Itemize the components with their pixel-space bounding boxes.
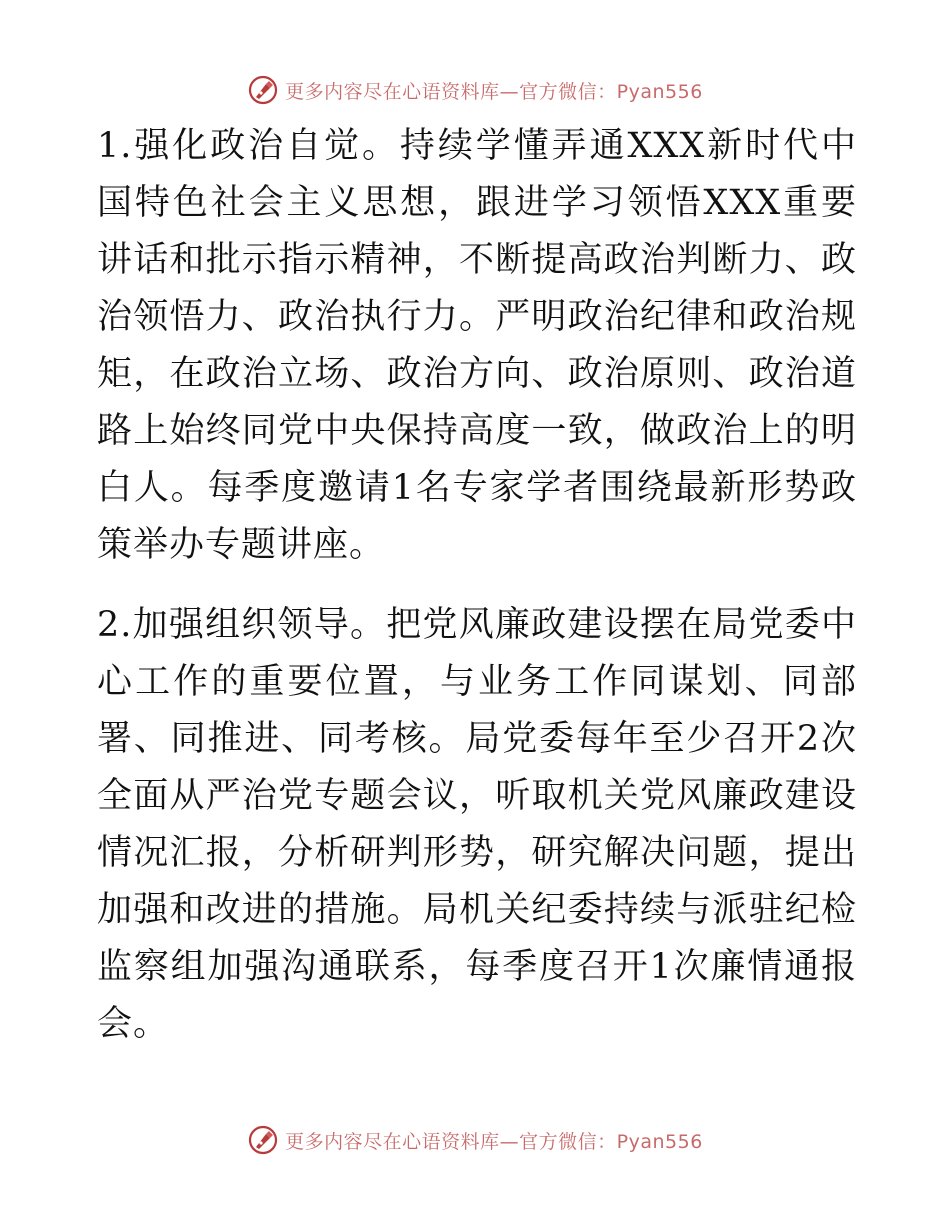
footer-banner-inner <box>247 1124 703 1156</box>
paragraph-organizational-leadership: 2.加强组织领导。把党风廉政建设摆在局党委中心工作的重要位置，与业务工作同谋划、同部署、同推进、同考核。局党委每年至少召开2次全面从严治党专题会议，听取机关党风廉政建设情况汇报，分析研判形势，研究解决问题，提出加强和改进的措施。局机关纪委持续与派驻纪检监察组加强沟通联系，每季度召开1次廉情通报会。 <box>97 605 857 1044</box>
paragraph-political-awareness: 1.强化政治自觉。持续学懂弄通XXX新时代中国特色社会主义思想，跟进学习领悟XXX重要讲话和批示指示精神，不断提高政治判断力、政治领悟力、政治执行力。严明政治纪律和政治规矩，在政治立场、政治方向、政治原则、政治道路上始终同党中央保持高度一致，做政治上的明白人。每季度邀请1名专家学者围绕最新形势政策举办专题讲座。 <box>97 126 857 565</box>
header-banner <box>0 70 950 110</box>
footer-banner-text: 更多内容尽在心语资料库—官方微信：Pyan556 <box>285 1130 703 1153</box>
pen-nib-logo-icon <box>247 74 279 106</box>
header-banner-text: 更多内容尽在心语资料库—官方微信：Pyan556 <box>285 80 703 103</box>
document-body <box>97 118 857 1053</box>
pen-nib-logo-icon <box>247 1124 279 1156</box>
header-banner-inner <box>247 74 703 106</box>
footer-banner <box>0 1120 950 1160</box>
